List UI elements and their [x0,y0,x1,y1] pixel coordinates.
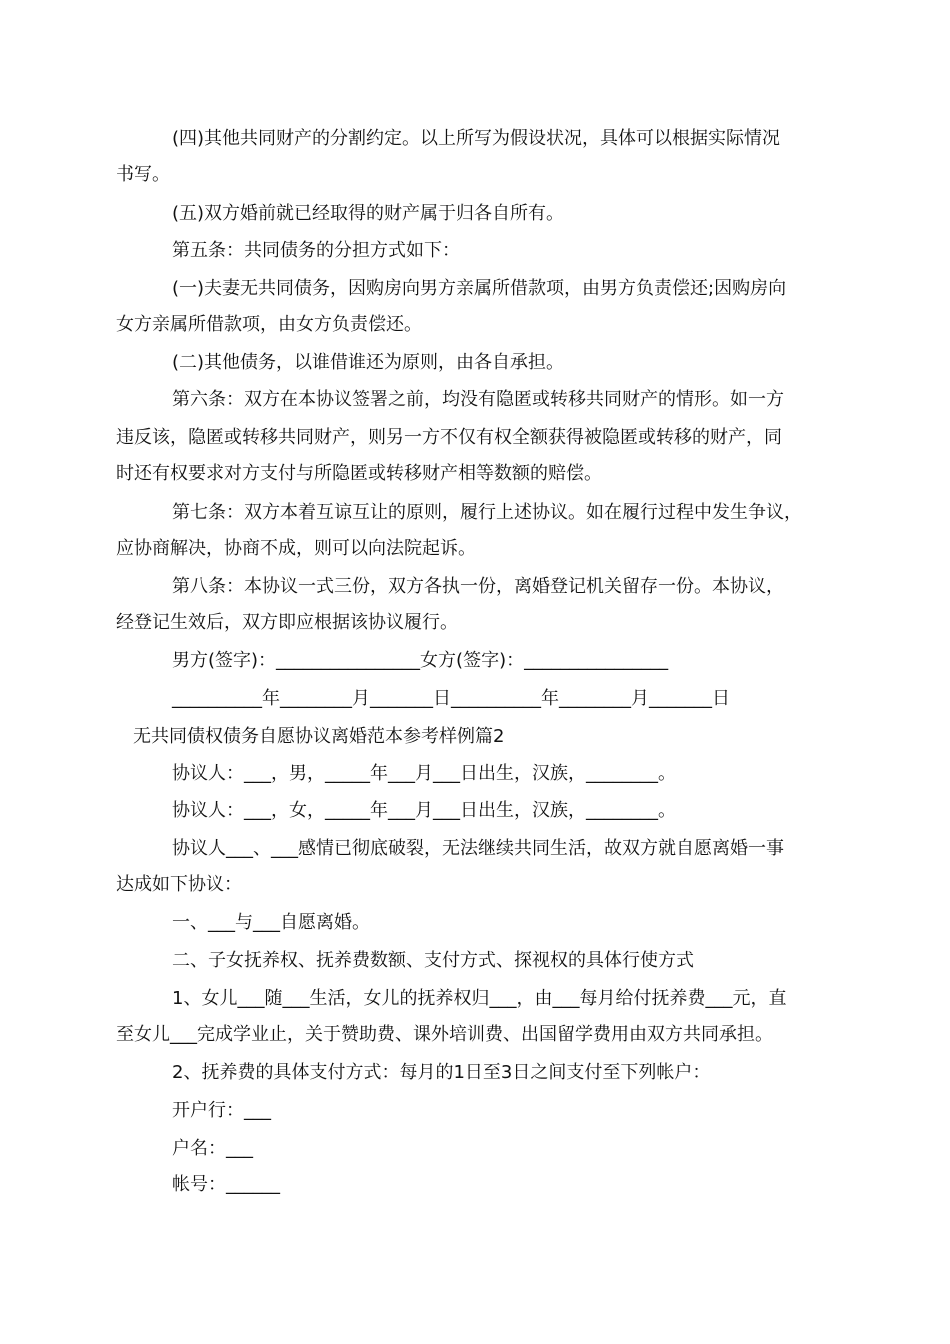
paragraph-line: 女方亲属所借款项，由女方负责偿还。 [116,314,422,335]
paragraph-line: 达成如下协议： [116,874,242,895]
party-line: 协议人：___，女，_____年___月___日出生，汉族，________。 [172,800,676,821]
paragraph-line: 第八条：本协议一式三份，双方各执一份，离婚登记机关留存一份。本协议， [172,576,784,597]
paragraph-line: 经登记生效后，双方即应根据该协议履行。 [116,612,458,633]
account-name-field: 户名：___ [172,1138,253,1159]
section-title: 无共同债权债务自愿协议离婚范本参考样例篇2 [133,726,505,747]
signature-line: 男方(签字)：________________女方(签字)：________________ [172,650,669,671]
paragraph-line: 第七条：双方本着互谅互让的原则，履行上述协议。如在履行过程中发生争议， [172,502,802,523]
paragraph-line: 至女儿___完成学业止，关于赞助费、课外培训费、出国留学费用由双方共同承担。 [116,1024,773,1045]
paragraph-line: 第六条：双方在本协议签署之前，均没有隐匿或转移共同财产的情形。如一方 [172,389,784,410]
paragraph-line: 时还有权要求对方支付与所隐匿或转移财产相等数额的赔偿。 [116,463,602,484]
paragraph-line: 二、子女抚养权、抚养费数额、支付方式、探视权的具体行使方式 [172,950,694,971]
account-number-field: 帐号：______ [172,1174,280,1195]
section-heading: 第五条：共同债务的分担方式如下： [172,240,460,261]
bank-field: 开户行：___ [172,1100,271,1121]
paragraph-line: 1、女儿___随___生活，女儿的抚养权归___，由___每月给付抚养费___元，直 [172,988,787,1009]
paragraph-line: (二)其他债务，以谁借谁还为原则，由各自承担。 [172,352,565,373]
paragraph-line: (四)其他共同财产的分割约定。以上所写为假设状况，具体可以根据实际情况 [172,128,781,149]
paragraph-line: 协议人___、___感情已彻底破裂，无法继续共同生活，故双方就自愿离婚一事 [172,838,784,859]
date-line: __________年________月_______日__________年________月_______日 [172,688,730,709]
paragraph-line: 书写。 [116,164,170,185]
paragraph-line: (五)双方婚前就已经取得的财产属于归各自所有。 [172,203,565,224]
paragraph-line: 2、抚养费的具体支付方式：每月的1日至3日之间支付至下列帐户： [172,1062,711,1083]
paragraph-line: 应协商解决，协商不成，则可以向法院起诉。 [116,538,476,559]
paragraph-line: 违反该，隐匿或转移共同财产，则另一方不仅有权全额获得被隐匿或转移的财产，同 [116,427,782,448]
party-line: 协议人：___，男，_____年___月___日出生，汉族，________。 [172,763,676,784]
paragraph-line: (一)夫妻无共同债务，因购房向男方亲属所借款项，由男方负责偿还;因购房向 [172,278,787,299]
paragraph-line: 一、___与___自愿离婚。 [172,912,370,933]
